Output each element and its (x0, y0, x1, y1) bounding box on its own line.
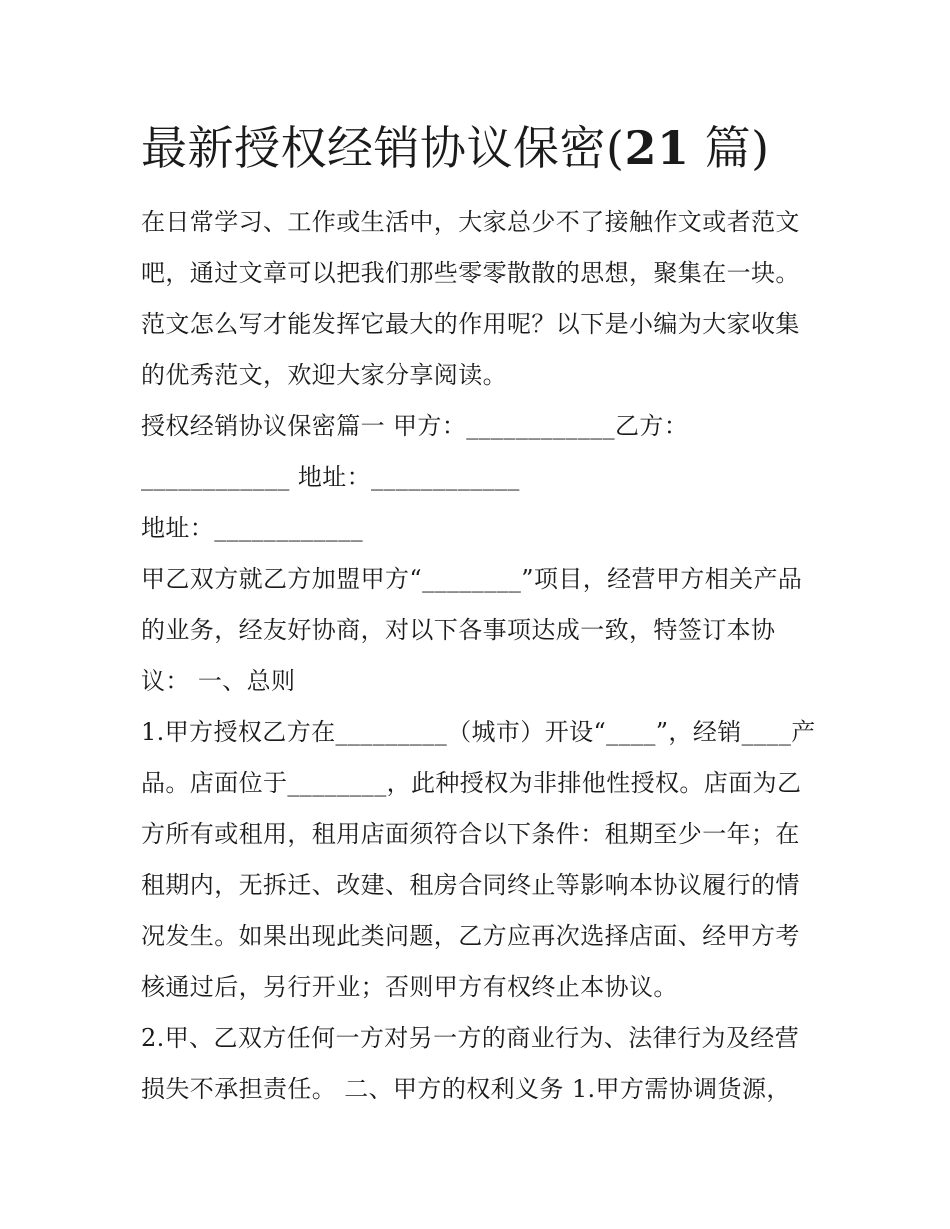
body-line: 的优秀范文，欢迎大家分享阅读。 (141, 361, 507, 389)
body-line: 品。店面位于________，此种授权为非排他性授权。店面为乙 (141, 769, 802, 797)
body-line: 在日常学习、工作或生活中，大家总少不了接触作文或者范文 (141, 208, 800, 236)
body-line: 损失不承担责任。 二、甲方的权利义务 1.甲方需协调货源， (141, 1075, 791, 1103)
body-line: 范文怎么写才能发挥它最大的作用呢？以下是小编为大家收集 (141, 310, 800, 338)
title-suffix: 篇) (689, 121, 770, 175)
body-line: 2.甲、乙双方任何一方对另一方的商业行为、法律行为及经营 (141, 1024, 800, 1052)
body-line: 方所有或租用，租用店面须符合以下条件：租期至少一年；在 (141, 820, 800, 848)
body-line: 议： 一、总则 (141, 667, 296, 695)
body-line: 地址：____________ (141, 514, 363, 542)
body-line: 租期内，无拆迁、改建、租房合同终止等影响本协议履行的情 (141, 871, 800, 899)
body-line: 况发生。如果出现此类问题，乙方应再次选择店面、经甲方考 (141, 922, 800, 950)
body-line: 1.甲方授权乙方在_________（城市）开设“____”，经销____产 (141, 718, 816, 746)
body-line: 核通过后，另行开业；否则甲方有权终止本协议。 (141, 973, 678, 1001)
body-line: 授权经销协议保密篇一 甲方：____________乙方： (141, 412, 689, 440)
body-line: 吧，通过文章可以把我们那些零零散散的思想，聚集在一块。 (141, 259, 800, 287)
body-line: 甲乙双方就乙方加盟甲方“________”项目，经营甲方相关产品 (141, 565, 803, 593)
body-line: ____________ 地址：____________ (141, 463, 520, 491)
body-line: 的业务，经友好协商，对以下各事项达成一致，特签订本协 (141, 616, 776, 644)
title-prefix: 最新授权经销协议保密( (141, 121, 625, 175)
title-count: 21 (624, 121, 690, 175)
document-title (141, 112, 841, 184)
